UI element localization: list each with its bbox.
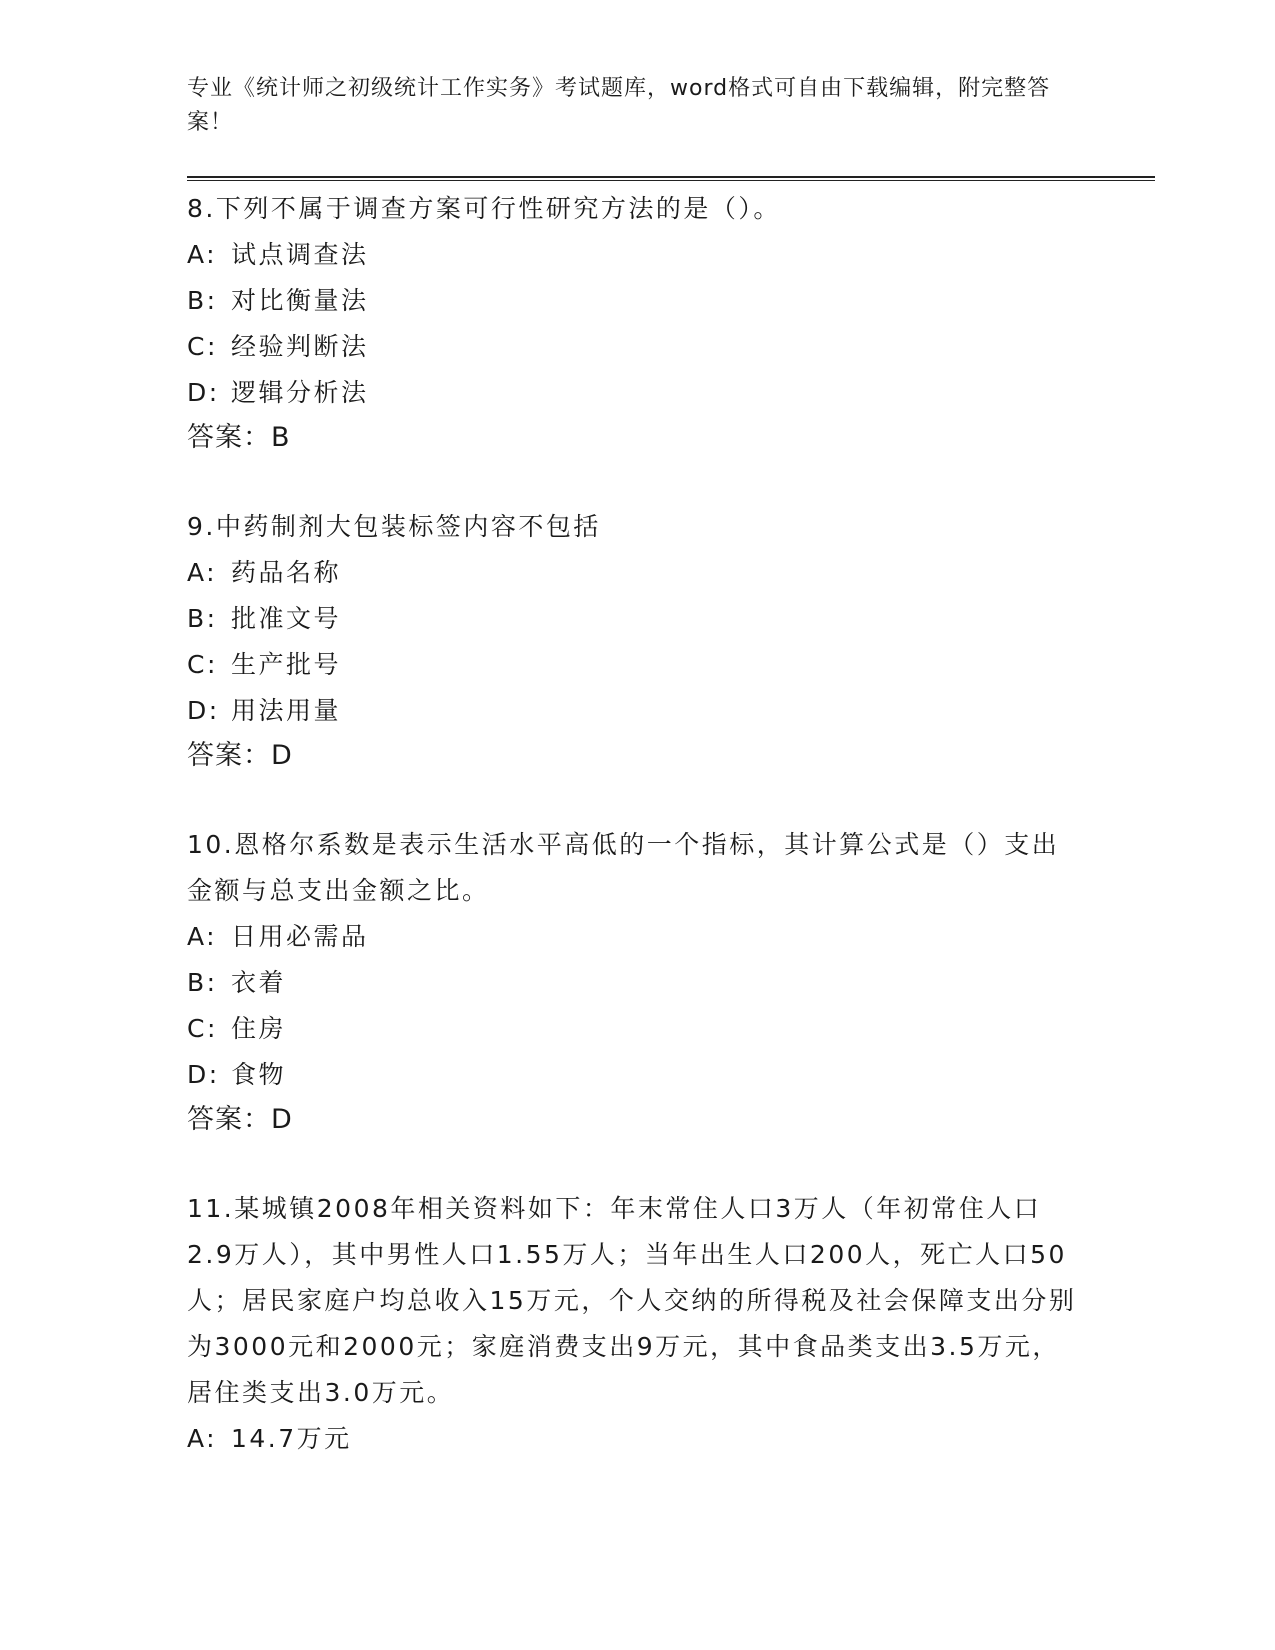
option-letter: D:: [187, 1060, 220, 1089]
option-a: [187, 914, 1077, 960]
answer-text: 答案：B: [187, 422, 291, 453]
option-text: 药品名称: [231, 558, 342, 587]
option-letter: C:: [187, 1014, 218, 1043]
question-stem: 8.下列不属于调查方案可行性研究方法的是（）。: [187, 194, 781, 223]
option-text: 食物: [231, 1060, 287, 1089]
question-stem: 10.恩格尔系数是表示生活水平高低的一个指标，其计算公式是（）支出金额与总支出金额之比。: [187, 830, 1060, 905]
option-letter: A:: [187, 558, 218, 587]
option-b: [187, 596, 1077, 642]
header-text: 专业《统计师之初级统计工作实务》考试题库，word格式可自由下载编辑，附完整答案！: [187, 76, 1051, 135]
option-text: 批准文号: [231, 604, 342, 633]
question-stem: 9.中药制剂大包装标签内容不包括: [187, 512, 601, 541]
option-a: [187, 232, 1077, 278]
option-text: 对比衡量法: [231, 286, 369, 315]
answer-text: 答案：D: [187, 740, 293, 771]
option-c: [187, 642, 1077, 688]
option-c: [187, 1006, 1077, 1052]
option-text: 住房: [231, 1014, 287, 1043]
option-text: 用法用量: [231, 696, 342, 725]
question-8: [187, 186, 1077, 460]
option-b: [187, 278, 1077, 324]
option-text: 逻辑分析法: [231, 378, 369, 407]
question-10: [187, 822, 1077, 1142]
option-letter: C:: [187, 650, 218, 679]
option-letter: A:: [187, 922, 218, 951]
answer-text: 答案：D: [187, 1104, 293, 1135]
option-text: 日用必需品: [231, 922, 369, 951]
document-header: [187, 72, 1077, 140]
option-a: [187, 1416, 1077, 1462]
option-d: [187, 370, 1077, 416]
option-letter: D:: [187, 696, 220, 725]
option-text: 衣着: [231, 968, 287, 997]
question-stem: 11.某城镇2008年相关资料如下：年末常住人口3万人（年初常住人口2.9万人），其中男性人口1.55万人；当年出生人口200人，死亡人口50人；居民家庭户均总收入15万元，个人交纳的所得税及社会保障支出分别为3000元和2000元；家庭消费支出9万元，其中食品类支出3.5万元，居住类支出3.0万元。: [187, 1194, 1077, 1407]
option-d: [187, 1052, 1077, 1098]
option-letter: A:: [187, 1424, 218, 1453]
option-text: 试点调查法: [231, 240, 369, 269]
option-letter: D:: [187, 378, 220, 407]
option-letter: C:: [187, 332, 218, 361]
option-text: 14.7万元: [231, 1424, 352, 1453]
question-9: [187, 504, 1077, 778]
header-divider: [187, 176, 1155, 181]
option-letter: A:: [187, 240, 218, 269]
option-text: 经验判断法: [231, 332, 369, 361]
question-list: [187, 186, 1077, 1506]
option-d: [187, 688, 1077, 734]
option-b: [187, 960, 1077, 1006]
option-letter: B:: [187, 286, 218, 315]
option-letter: B:: [187, 604, 218, 633]
option-letter: B:: [187, 968, 218, 997]
option-text: 生产批号: [231, 650, 342, 679]
option-c: [187, 324, 1077, 370]
question-11: [187, 1186, 1077, 1462]
option-a: [187, 550, 1077, 596]
